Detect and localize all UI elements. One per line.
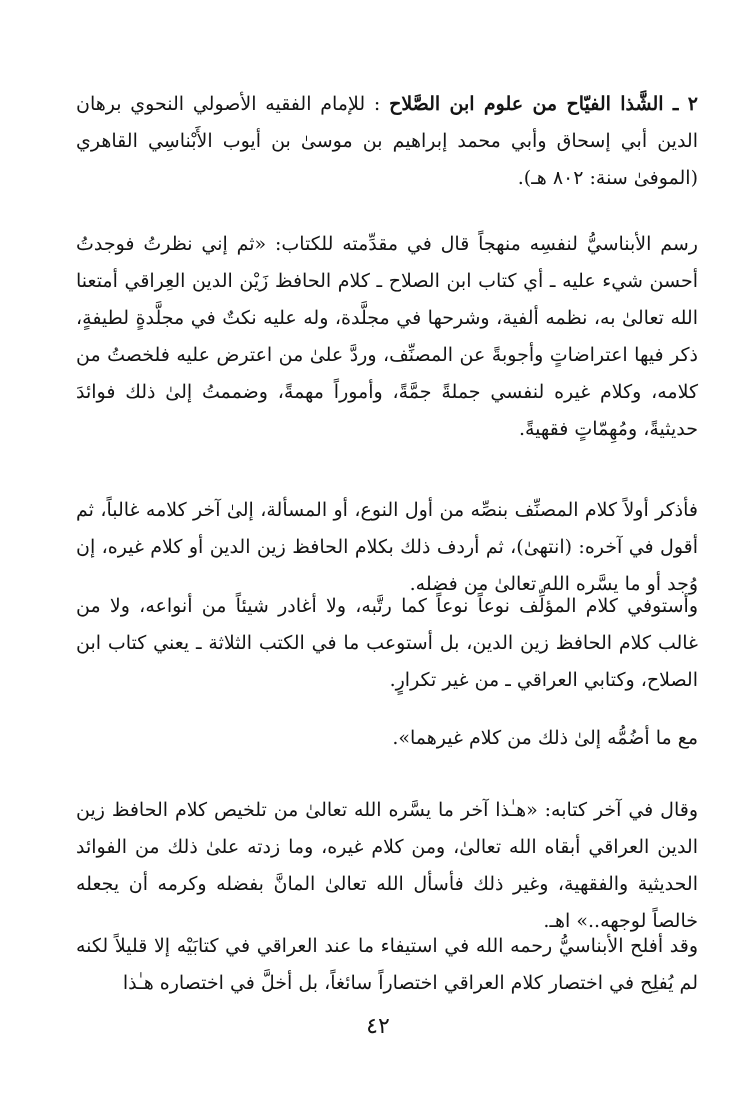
paragraph-additions: مع ما أضُمُّه إلىٰ ذلك من كلام غيرهما». (392, 727, 698, 749)
paragraph-evaluation: وقد أفلح الأبناسيُّ رحمه الله في استيفاء ما عند العراقي في كتابَيْه إلا قليلاً لكنه لم يُفلِح في اختصار كلام العراقي اختصاراً سائغاً، بل أخلَّ في اختصاره هـٰذا (76, 935, 698, 994)
paragraph-quoting-method: فأذكر أولاً كلام المصنِّف بنصِّه من أول النوع، أو المسألة، إلىٰ آخر كلامه غالباً، ثم أقول في آخره: (انتهىٰ)، ثم أردف ذلك بكلام الحافظ زين الدين أو كلام غيره، إن وُجد أو ما يسَّره الله تعالىٰ من فضله. (76, 499, 698, 595)
paragraph-coverage: وأستوفي كلام المؤلِّف نوعاً نوعاً كما رتَّبه، ولا أغادر شيئاً من أنواعه، ولا من غالب كلام الحافظ زين الدين، بل أستوعب ما في الكتب الثلاثة ـ يعني كتاب ابن الصلاح، وكتابي العراقي ـ من غير تكرارٍ. (76, 595, 698, 691)
book-entry (76, 86, 698, 197)
book-author-intro: : للإمام الفقيه الأصولي النحوي برهان الدين أبي إسحاق وأبي محمد إبراهيم بن موسىٰ بن أيوب الأَبْناسِي القاهري (الموفىٰ سنة: ٨٠٢ هـ). (76, 93, 698, 189)
paragraph-methodology: رسم الأبناسيُّ لنفسِه منهجاً قال في مقدِّمته للكتاب: «ثم إني نظرتُ فوجدتُ أحسن شيء عليه ـ أي كتاب ابن الصلاح ـ كلام الحافظ زَيْن الدين العِراقي أمتعنا الله تعالىٰ به، نظمه ألفية، وشرحها في مجلَّدة، وله عليه نكتٌ في مجلَّدةٍ لطيفةٍ، ذكر فيها اعتراضاتٍ وأجوبةً عن المصنِّف، وردَّ علىٰ من اعترض عليه فلخصتُ من كلامه، وكلام غيره لنفسي جملةً جمَّةً، وأموراً مهمةً، وضممتُ إلىٰ ذلك فوائدَ حديثيةً، ومُهِمّاتٍ فقهيةً. (76, 233, 698, 440)
page-number: ٤٢ (366, 1014, 390, 1039)
paragraph-colophon: وقال في آخر كتابه: «هـٰذا آخر ما يسَّره الله تعالىٰ من تلخيص كلام الحافظ زين الدين العراقي أبقاه الله تعالىٰ، ومن كلام غيره، وما زدته علىٰ ذلك من الفوائد الحديثية والفقهية، وغير ذلك فأسأل الله تعالىٰ المانَّ بفضله وكرمه أن يجعله خالصاً لوجهه..» اهـ. (76, 799, 698, 932)
book-title: ٢ ـ الشَّذا الفيّاح من علوم ابن الصَّلاح (389, 93, 698, 115)
